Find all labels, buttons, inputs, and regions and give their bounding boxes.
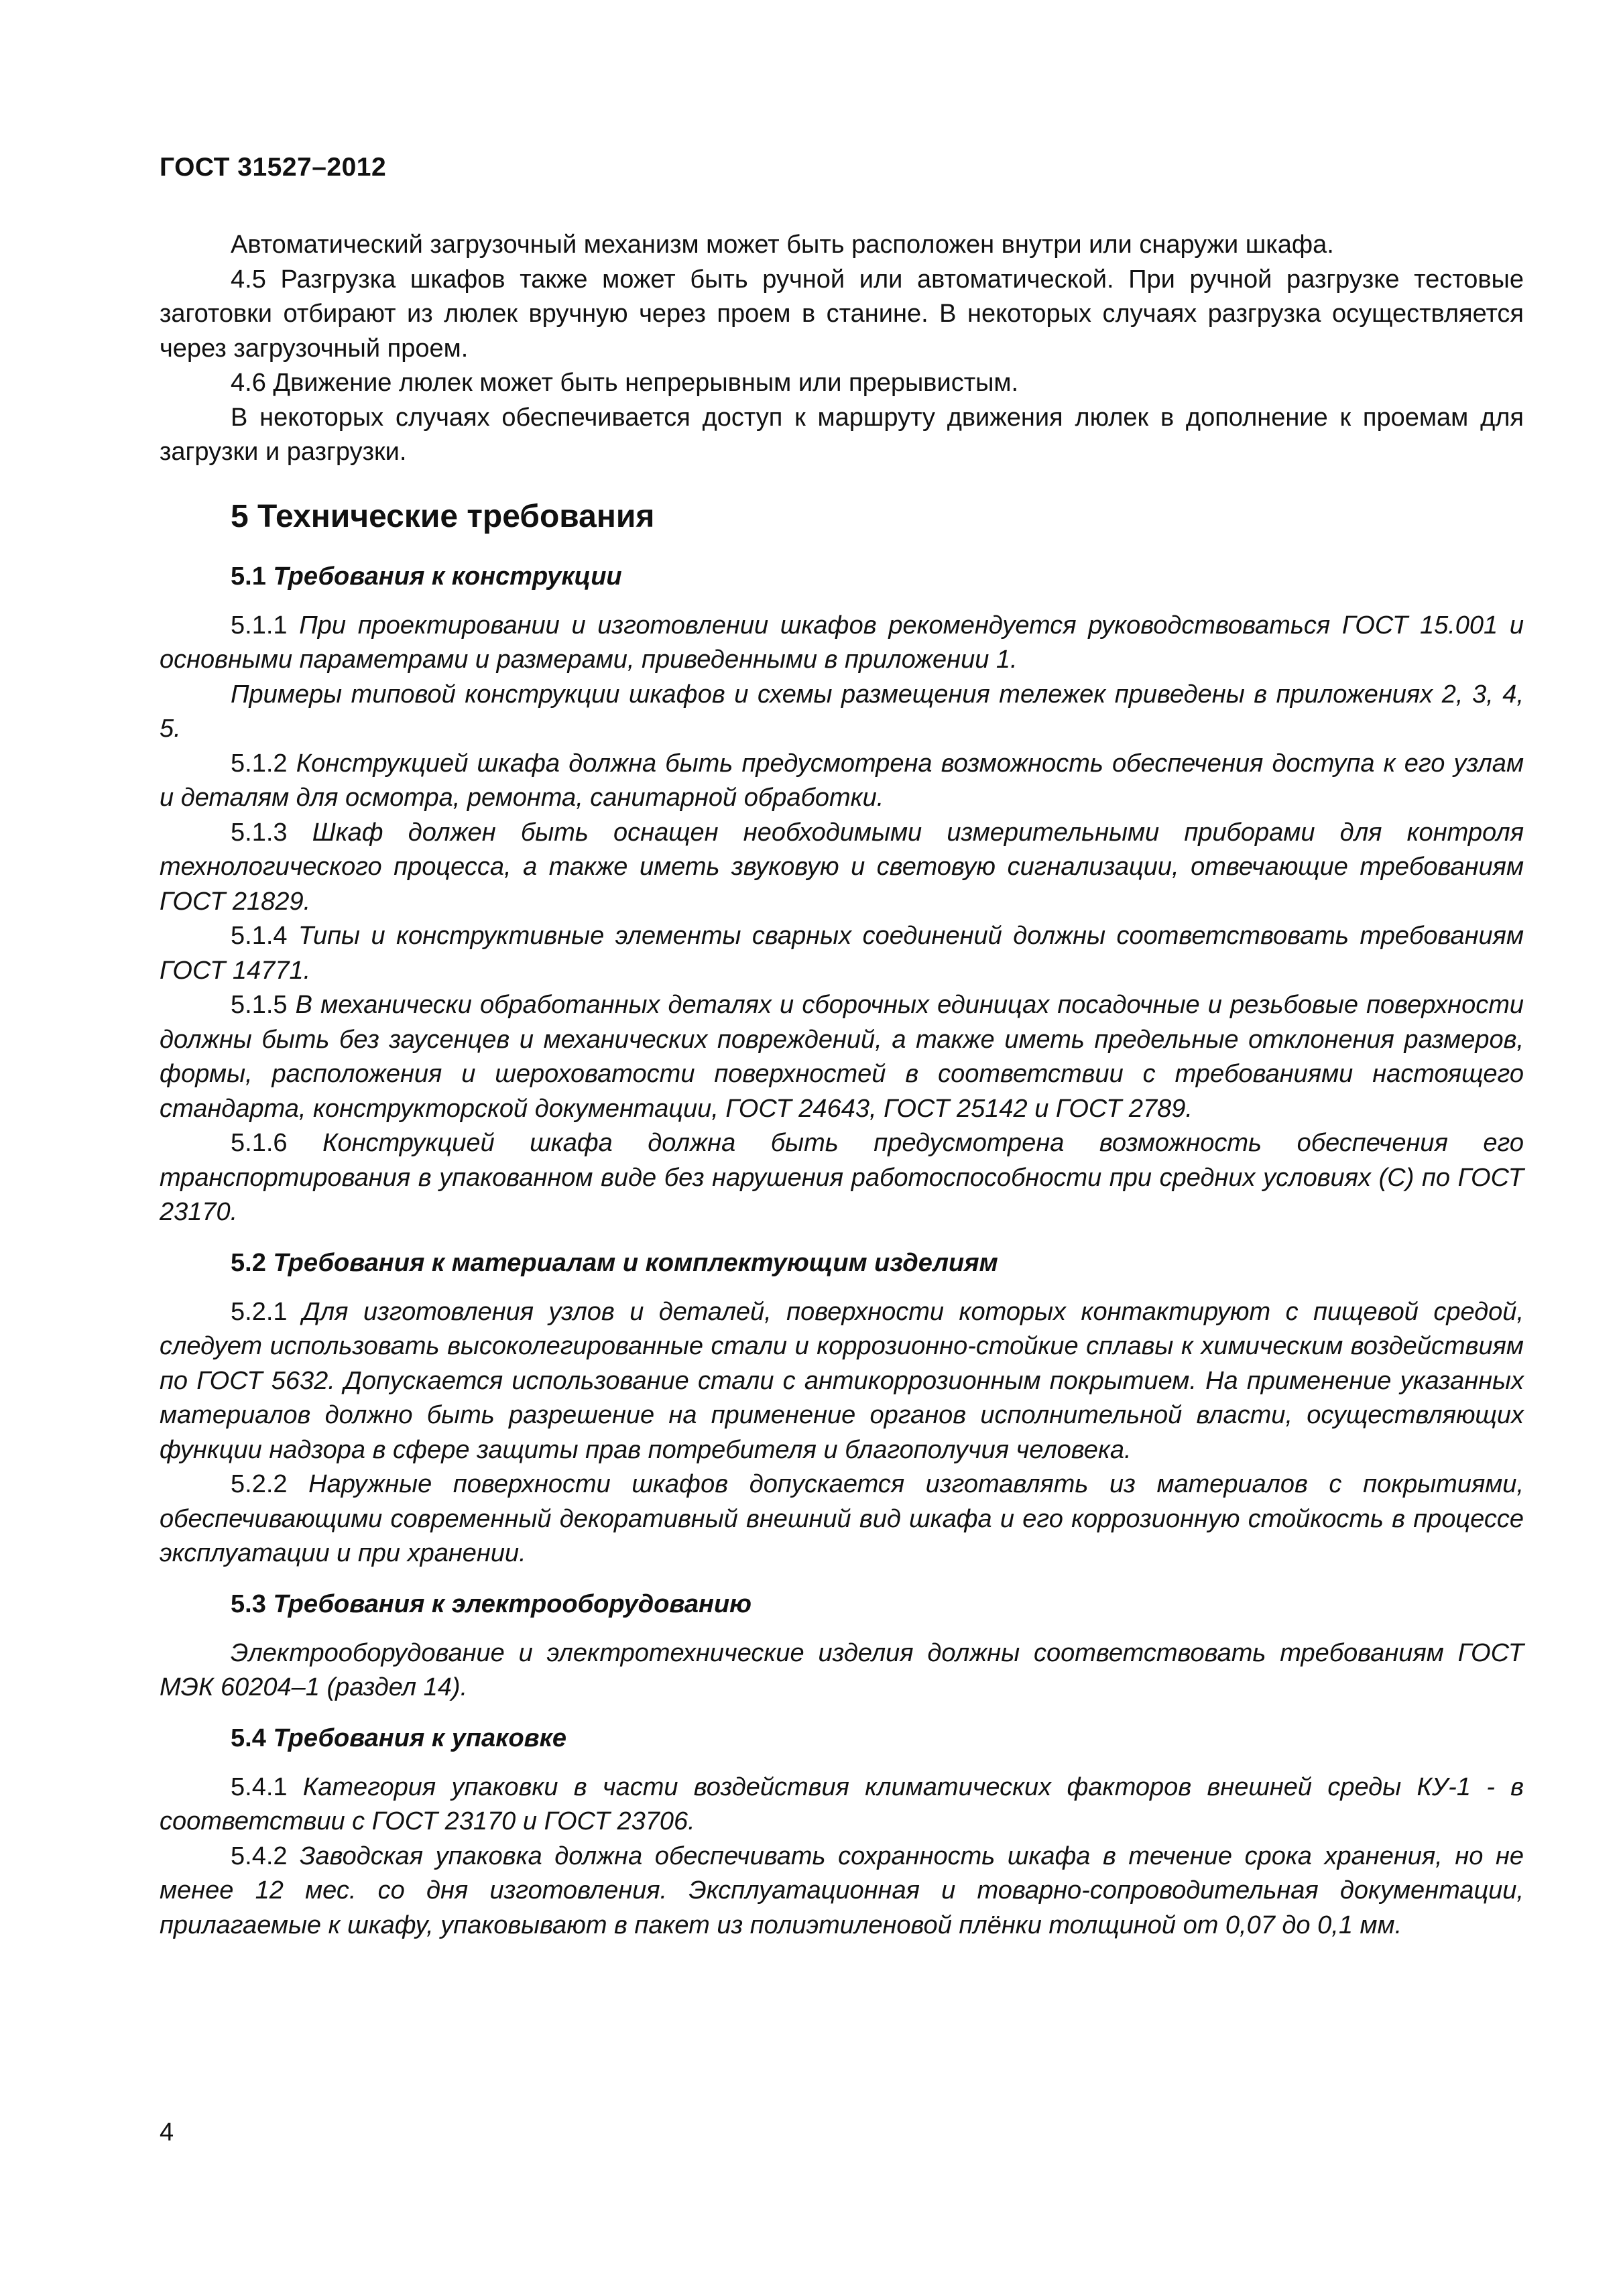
- subsection-number: 5.2: [231, 1248, 266, 1277]
- paragraph-4-6: [160, 366, 1524, 401]
- paragraph-number: 5.4.2: [231, 1841, 288, 1870]
- paragraph-text: В механически обработанных деталях и сборочных единицах посадочные и резьбовые поверхности должны быть без заусенцев и механических повреждений, а также иметь предельные отклонения размеров, формы, расположения и шероховатости поверхностей в соответствии с требованиями настоящего стандарта, конструкторской документации, ГОСТ 24643, ГОСТ 25142 и ГОСТ 2789.: [160, 991, 1524, 1123]
- paragraph-number: 5.1.6: [231, 1129, 288, 1157]
- paragraph-5-4-1: [160, 1770, 1524, 1839]
- paragraph-text: Наружные поверхности шкафов допускается изготавлять из материалов с покрытиями, обеспечивающими современный декоративный внешний вид шкафа и его коррозионную стойкость в процессе эксплуатации и при хранении.: [160, 1470, 1524, 1567]
- paragraph-text: Конструкцией шкафа должна быть предусмотрена возможность обеспечения доступа к его узлам и деталям для осмотра, ремонта, санитарной обработки.: [160, 749, 1524, 812]
- paragraph-text: Для изготовления узлов и деталей, поверхности которых контактируют с пищевой средой, следует использовать высоколегированные стали и коррозионно-стойкие сплавы к химическим воздействиям по ГОСТ 5632. Допускается использование стали с антикоррозионным покрытием. На применение указанных материалов должно быть разрешение на применение органов исполнительной власти, осуществляющих функции надзора в сфере защиты прав потребителя и благополучия человека.: [160, 1297, 1524, 1464]
- page-number: 4: [160, 2118, 174, 2147]
- paragraph-text: Разгрузка шкафов также может быть ручной или автоматической. При ручной разгрузке тестовые заготовки отбирают из люлек вручную через проем в станине. В некоторых случаях разгрузка осуществляется через загрузочный проем.: [160, 265, 1524, 363]
- paragraph-text: В некоторых случаях обеспечивается доступ к маршруту движения люлек в дополнение к проемам для загрузки и разгрузки.: [160, 403, 1524, 466]
- paragraph-number: 5.1.1: [231, 611, 288, 640]
- paragraph-number: 4.6: [231, 369, 266, 397]
- paragraph-text: Типы и конструктивные элементы сварных соединений должны соответствовать требованиям ГОСТ 14771.: [160, 922, 1524, 985]
- paragraph-text: Шкаф должен быть оснащен необходимыми измерительными приборами для контроля технологического процесса, а также иметь звуковую и световую сигнализации, отвечающие требованиям ГОСТ 21829.: [160, 818, 1524, 916]
- paragraph-5-1-1-examples: [160, 678, 1524, 747]
- paragraph-number: 5.2.1: [231, 1297, 288, 1326]
- paragraph-number: 5.1.5: [231, 991, 288, 1019]
- subsection-label: Требования к конструкции: [265, 562, 622, 591]
- paragraph-4-5: [160, 263, 1524, 367]
- paragraph-text: При проектировании и изготовлении шкафов рекомендуется руководствоваться ГОСТ 15.001 и основными параметрами и размерами, приведенными в приложении 1.: [160, 611, 1524, 674]
- subsection-number: 5.4: [231, 1724, 266, 1752]
- subsection-title: [231, 560, 1524, 594]
- paragraph-number: 5.4.1: [231, 1772, 288, 1801]
- subsection-label: Требования к материалам и комплектующим изделиям: [265, 1248, 998, 1277]
- paragraph-number: 5.1.2: [231, 749, 288, 778]
- intro-paragraph-4: [160, 401, 1524, 470]
- paragraph-5-1-3: [160, 816, 1524, 920]
- paragraph-text: Заводская упаковка должна обеспечивать сохранность шкафа в течение срока хранения, но не менее 12 мес. со дня изготовления. Эксплуатационная и товарно-сопроводительная документации, прилагаемые к шкафу, упаковывают в пакет из полиэтиленовой плёнки толщиной от 0,07 до 0,1 мм.: [160, 1841, 1524, 1939]
- paragraph-number: 5.1.4: [231, 922, 288, 950]
- paragraph-text: Категория упаковки в части воздействия климатических факторов внешней среды КУ-1 - в соответствии с ГОСТ 23170 и ГОСТ 23706.: [160, 1772, 1524, 1835]
- paragraph-number: 5.2.2: [231, 1470, 288, 1498]
- subsection-label: Требования к электрооборудованию: [265, 1589, 752, 1618]
- document-page: [160, 0, 1524, 2296]
- subsection-title: [231, 1246, 1524, 1280]
- paragraph-5-1-6: [160, 1126, 1524, 1230]
- section-title: 5 Технические требования: [231, 498, 655, 534]
- paragraph-5-1-4: [160, 919, 1524, 988]
- subsection-number: 5.3: [231, 1589, 266, 1618]
- subsection-label: Требования к упаковке: [265, 1724, 566, 1752]
- paragraph-text: Автоматический загрузочный механизм может быть расположен внутри или снаружи шкафа.: [231, 231, 1334, 259]
- paragraph-text: Конструкцией шкафа должна быть предусмотрена возможность обеспечения его транспортирования в упакованном виде без нарушения работоспособности при средних условиях (С) по ГОСТ 23170.: [160, 1129, 1524, 1226]
- paragraph-number: 4.5: [231, 265, 266, 294]
- paragraph-5-2-2: [160, 1467, 1524, 1571]
- paragraph-text: Примеры типовой конструкции шкафов и схемы размещения тележек приведены в приложениях 2, 3, 4, 5.: [160, 680, 1524, 743]
- document-header: ГОСТ 31527–2012: [160, 153, 387, 182]
- paragraph-5-1-2: [160, 747, 1524, 816]
- paragraph-text: Движение люлек может быть непрерывным или прерывистым.: [265, 369, 1019, 397]
- subsection-title: [231, 1587, 1524, 1622]
- paragraph-5-1-1: [160, 609, 1524, 678]
- paragraph-5-3: [160, 1636, 1524, 1705]
- paragraph-5-4-2: [160, 1839, 1524, 1943]
- subsection-number: 5.1: [231, 562, 266, 591]
- paragraph-5-2-1: [160, 1295, 1524, 1468]
- paragraph-5-1-5: [160, 988, 1524, 1126]
- document-body: [160, 228, 1524, 1943]
- paragraph-number: 5.1.3: [231, 818, 288, 847]
- intro-paragraph-1: [160, 228, 1524, 263]
- paragraph-text: Электрооборудование и электротехнические изделия должны соответствовать требованиям ГОСТ МЭК 60204–1 (раздел 14).: [160, 1638, 1524, 1701]
- subsection-title: [231, 1721, 1524, 1756]
